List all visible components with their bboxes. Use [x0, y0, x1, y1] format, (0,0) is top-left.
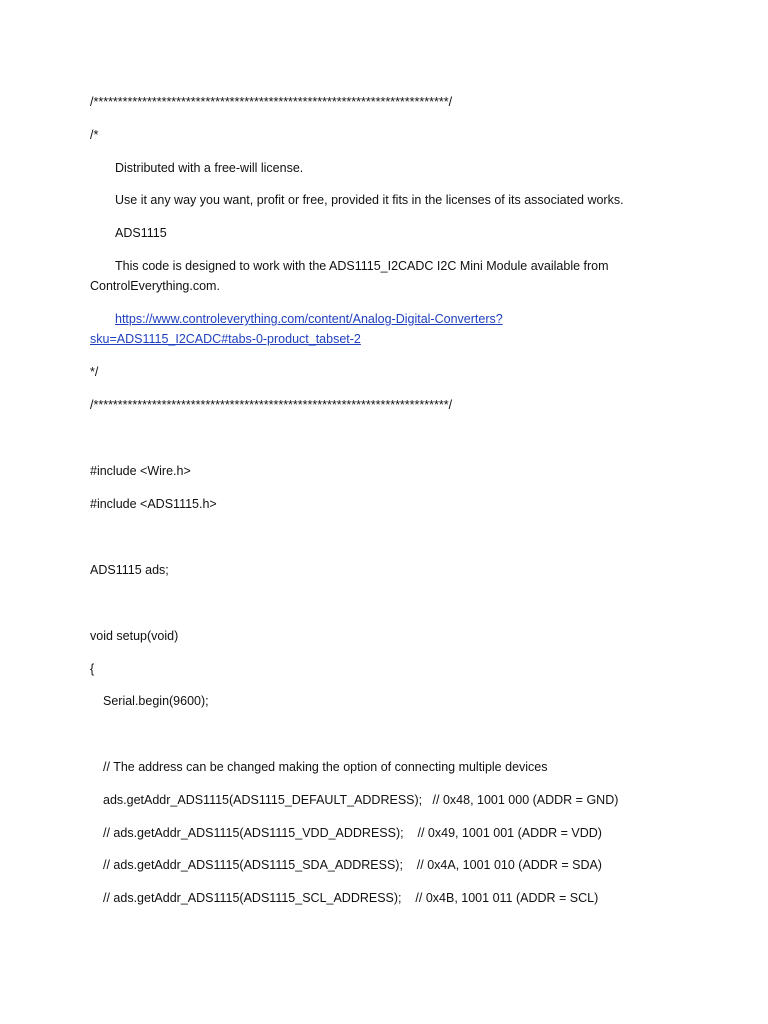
- product-link-line-2[interactable]: sku=ADS1115_I2CADC#tabs-0-product_tabset-2: [90, 332, 361, 346]
- comment-open: /*: [90, 128, 99, 142]
- open-brace: {: [90, 662, 95, 676]
- include-ads1115: #include <ADS1115.h>: [90, 497, 217, 511]
- addr-scl-line: // ads.getAddr_ADS1115(ADS1115_SCL_ADDRESS); // 0x4B, 1001 011 (ADDR = SCL): [103, 891, 599, 905]
- designed-line-2: ControlEverything.com.: [90, 279, 220, 293]
- product-link-line-1[interactable]: https://www.controleverything.com/content/Analog-Digital-Converters?: [115, 312, 503, 326]
- serial-begin: Serial.begin(9600);: [103, 694, 209, 708]
- comment-separator-bottom: /*************************************************************************/: [90, 398, 453, 412]
- include-wire: #include <Wire.h>: [90, 464, 191, 478]
- designed-line-1: This code is designed to work with the ADS1115_I2CADC I2C Mini Module available from: [115, 259, 609, 273]
- addr-vdd-line: // ads.getAddr_ADS1115(ADS1115_VDD_ADDRESS); // 0x49, 1001 001 (ADDR = VDD): [103, 826, 602, 840]
- addr-default-line: ads.getAddr_ADS1115(ADS1115_DEFAULT_ADDRESS); // 0x48, 1001 000 (ADDR = GND): [103, 793, 619, 807]
- setup-signature: void setup(void): [90, 629, 179, 643]
- addr-sda-line: // ads.getAddr_ADS1115(ADS1115_SDA_ADDRESS); // 0x4A, 1001 010 (ADDR = SDA): [103, 858, 602, 872]
- license-line: Distributed with a free-will license.: [115, 161, 304, 175]
- ads-declaration: ADS1115 ads;: [90, 563, 169, 577]
- usage-line: Use it any way you want, profit or free, provided it fits in the licenses of its associated works.: [115, 193, 624, 207]
- comment-separator-top: /*************************************************************************/: [90, 95, 453, 109]
- address-comment: // The address can be changed making the option of connecting multiple devices: [103, 760, 548, 774]
- chip-name: ADS1115: [115, 226, 167, 240]
- comment-close: */: [90, 365, 99, 379]
